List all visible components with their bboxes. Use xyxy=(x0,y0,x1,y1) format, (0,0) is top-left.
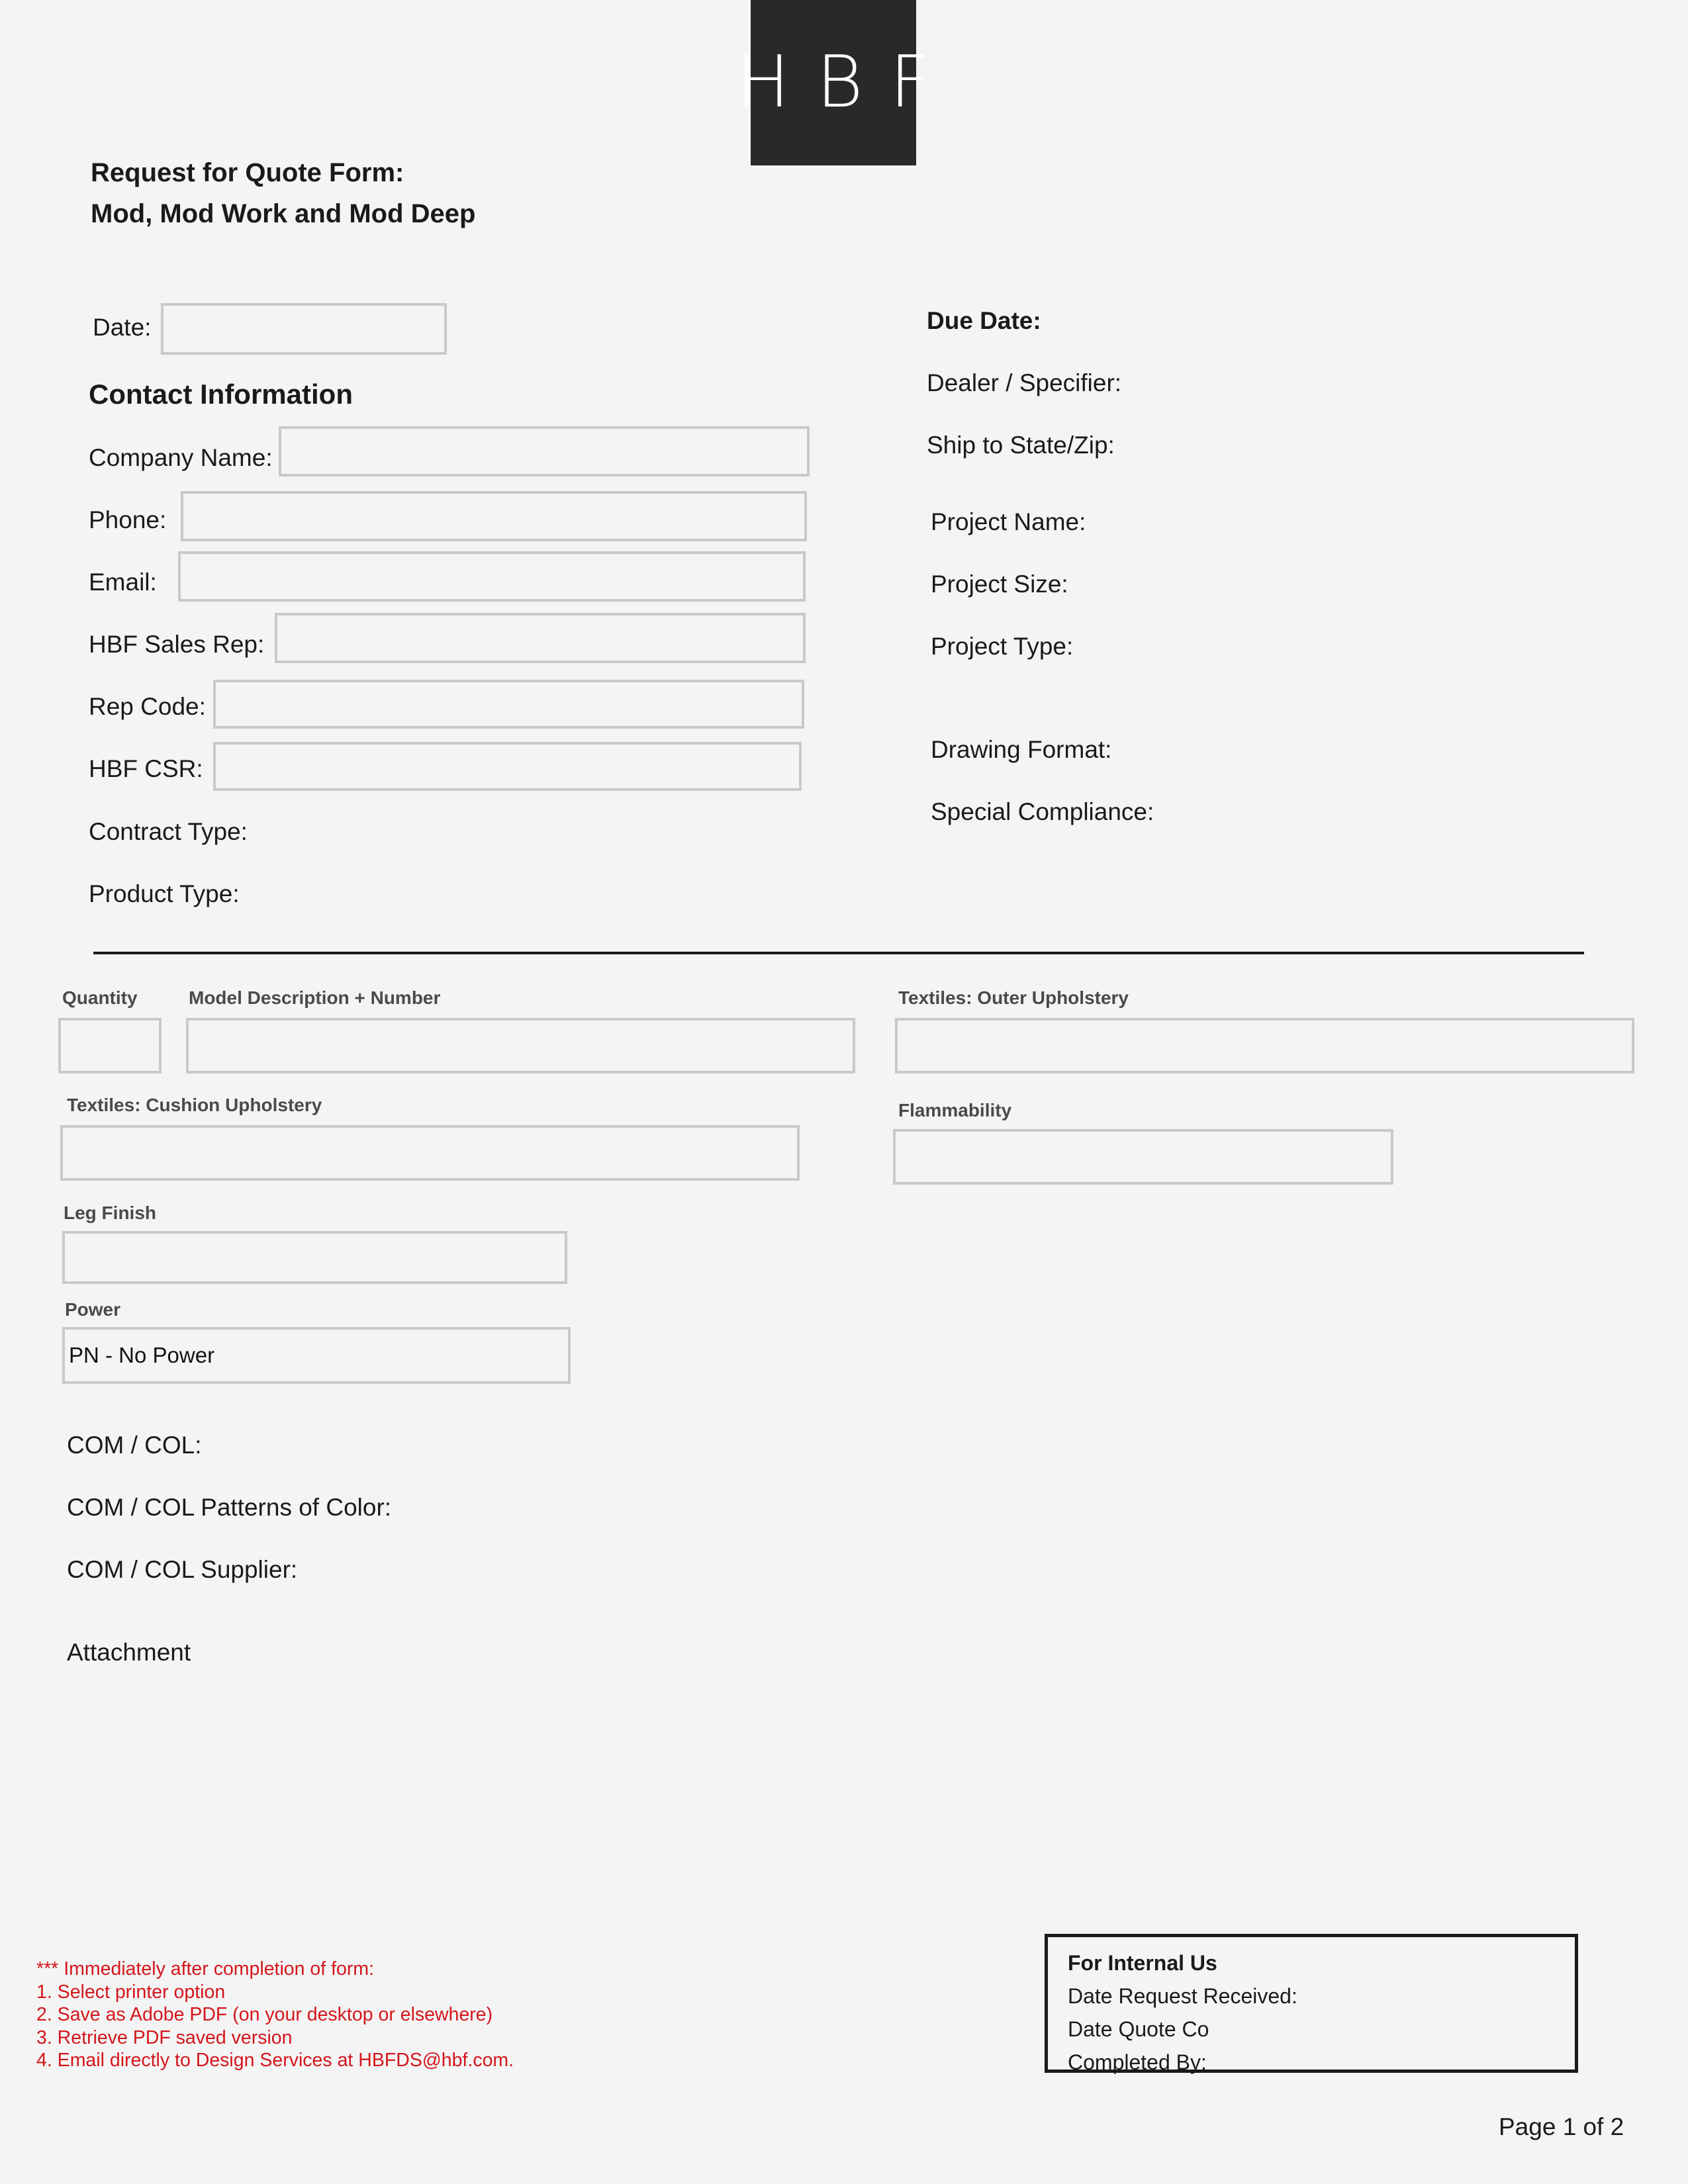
instruction-line: 1. Select printer option xyxy=(36,1981,226,2003)
hbf-logo xyxy=(735,0,958,165)
project-size-label: Project Size: xyxy=(931,570,1068,598)
phone-field[interactable] xyxy=(181,491,807,541)
sales-rep-field[interactable] xyxy=(275,613,806,663)
flammability-label: Flammability xyxy=(898,1100,1012,1120)
quantity-label: Quantity xyxy=(62,987,138,1008)
instruction-line: *** Immediately after completion of form: xyxy=(36,1958,375,1979)
power-field[interactable] xyxy=(62,1327,571,1384)
form-title xyxy=(91,152,475,234)
project-name-label: Project Name: xyxy=(931,508,1086,535)
company-name-field[interactable] xyxy=(279,426,810,477)
outer-upholstery-label: Textiles: Outer Upholstery xyxy=(898,987,1129,1008)
outer-upholstery-field[interactable] xyxy=(895,1018,1634,1073)
project-type-label: Project Type: xyxy=(931,633,1074,660)
power-label: Power xyxy=(65,1299,121,1320)
section-divider xyxy=(93,952,1584,954)
instruction-line: 4. Email directly to Design Services at HBFDS@hbf.com. xyxy=(36,2050,514,2071)
date-field[interactable] xyxy=(161,303,447,355)
completed-by-label: Completed By: xyxy=(1068,2050,1207,2074)
email-label: Email: xyxy=(89,569,157,596)
internal-use-box xyxy=(1045,1934,1578,2073)
email-field[interactable] xyxy=(178,551,806,602)
internal-use-heading: For Internal Us xyxy=(1068,1951,1217,1975)
drawing-format-label: Drawing Format: xyxy=(931,736,1112,763)
csr-label: HBF CSR: xyxy=(89,755,203,782)
rep-code-field[interactable] xyxy=(213,680,804,729)
page-number: Page 1 of 2 xyxy=(1499,2113,1624,2140)
attachment-label[interactable]: Attachment xyxy=(67,1639,191,1666)
instruction-line: 2. Save as Adobe PDF (on your desktop or elsewhere) xyxy=(36,2004,493,2025)
product-type-label: Product Type: xyxy=(89,880,240,907)
quantity-field[interactable] xyxy=(58,1018,162,1073)
due-date-label: Due Date: xyxy=(927,307,1041,334)
ship-label: Ship to State/Zip: xyxy=(927,432,1115,459)
logo-text: HBF xyxy=(735,41,958,124)
contract-type-label: Contract Type: xyxy=(89,818,248,845)
dealer-label: Dealer / Specifier: xyxy=(927,369,1122,396)
date-label: Date: xyxy=(93,314,152,341)
title-line-1: Request for Quote Form: xyxy=(91,158,404,187)
flammability-field[interactable] xyxy=(893,1129,1393,1185)
csr-field[interactable] xyxy=(213,742,802,791)
model-field[interactable] xyxy=(186,1018,855,1073)
leg-finish-label: Leg Finish xyxy=(64,1203,156,1223)
rep-code-label: Rep Code: xyxy=(89,693,206,720)
date-request-received-label: Date Request Received: xyxy=(1068,1984,1297,2008)
cushion-upholstery-field[interactable] xyxy=(60,1125,800,1181)
instructions xyxy=(36,1958,514,2072)
sales-rep-label: HBF Sales Rep: xyxy=(89,631,265,658)
model-label: Model Description + Number xyxy=(189,987,441,1008)
special-compliance-label: Special Compliance: xyxy=(931,798,1154,825)
contact-heading: Contact Information xyxy=(89,379,353,410)
phone-label: Phone: xyxy=(89,506,167,533)
company-name-label: Company Name: xyxy=(89,444,273,471)
com-col-patterns-label: COM / COL Patterns of Color: xyxy=(67,1494,392,1521)
title-line-2: Mod, Mod Work and Mod Deep xyxy=(91,199,476,228)
instruction-line: 3. Retrieve PDF saved version xyxy=(36,2026,293,2048)
com-col-supplier-label: COM / COL Supplier: xyxy=(67,1556,298,1583)
com-col-label: COM / COL: xyxy=(67,1432,202,1459)
cushion-upholstery-label: Textiles: Cushion Upholstery xyxy=(67,1095,322,1115)
date-quote-label: Date Quote Co xyxy=(1068,2017,1209,2041)
leg-finish-field[interactable] xyxy=(62,1231,567,1284)
